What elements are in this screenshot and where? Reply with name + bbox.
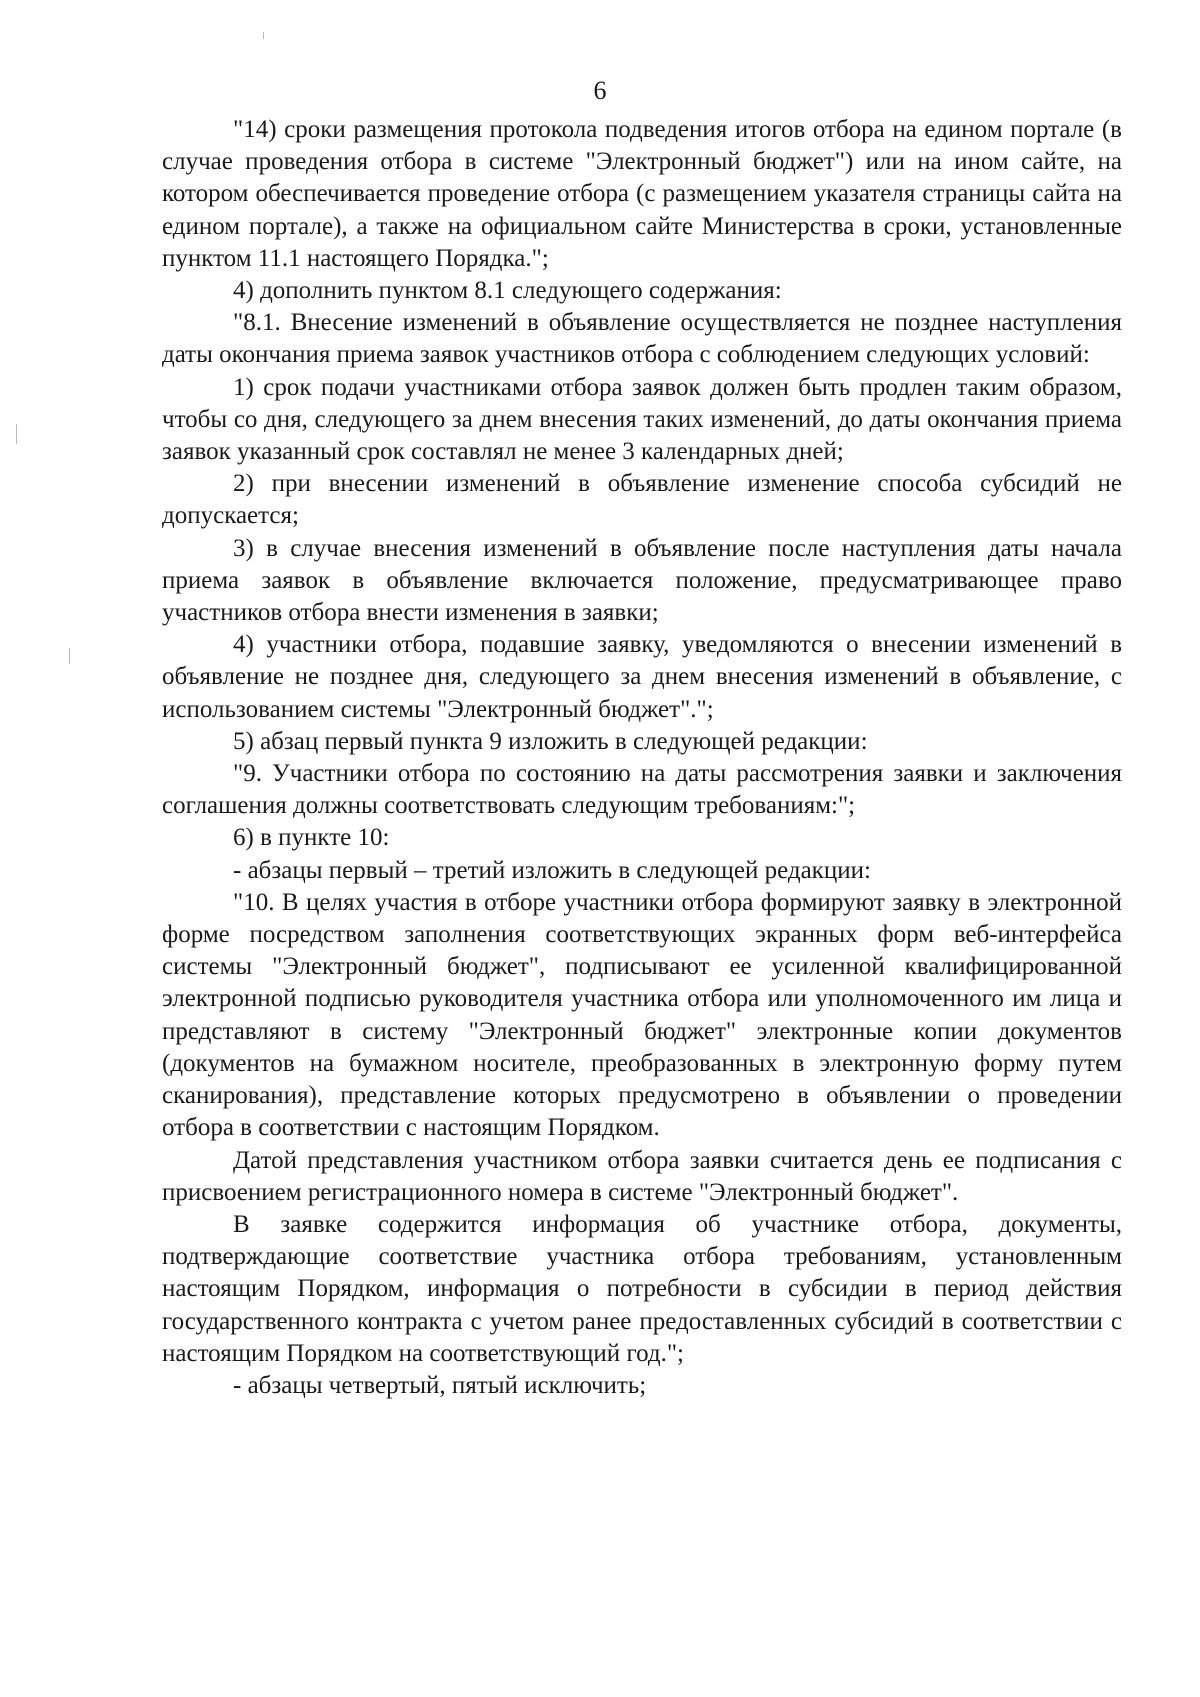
paragraph-clause-10: "10. В целях участия в отборе участники отбора формируют заявку в электронной форме посредством заполнения соответствующих экранных форм веб-интерфейса системы "Электронный бюджет", подписывают ее усиленной квалифицированной электронной подписью руководителя участника отбора или уполномоченного им лица и представляют в систему "Электронный бюджет" электронные копии документов (документов на бумажном носителе, преобразованных в электронную форму путем сканирования), представление которых предусмотрено в объявлении о проведении отбора в соответствии с настоящим Порядком. [162,888,1122,1142]
scan-mark-top [263,32,264,39]
paragraph-amendment-4: 4) дополнить пунктом 8.1 следующего содержания: [233,277,782,305]
paragraph-condition-4: 4) участники отбора, подавшие заявку, уведомляются о внесении изменений в объявление не позднее дня, следующего за днем внесения изменений в объявление, с использованием системы "Электронный бюджет"."; [162,631,1122,723]
paragraph-amendment-6: 6) в пункте 10: [233,824,390,852]
paragraph-submission-date: Датой представления участником отбора заявки считается день ее подписания с присвоением регистрационного номера в системе "Электронный бюджет". [162,1146,1122,1206]
document-body [162,114,1122,1402]
paragraph-clause-8-1: "8.1. Внесение изменений в объявление осуществляется не позднее наступления даты окончания приема заявок участников отбора с соблюдением следующих условий: [162,309,1122,369]
scan-mark-left-upper [16,424,17,444]
paragraph-condition-2: 2) при внесении изменений в объявление изменение способа субсидий не допускается; [162,470,1122,530]
page-number: 6 [593,76,607,105]
paragraph-clause-9: "9. Участники отбора по состоянию на даты рассмотрения заявки и заключения соглашения должны соответствовать следующим требованиям:"; [162,760,1122,820]
paragraph-amendment-5: 5) абзац первый пункта 9 изложить в следующей редакции: [233,727,868,755]
paragraph-application-contents: В заявке содержится информация об участнике отбора, документы, подтверждающие соответствие участника отбора требованиям, установленным настоящим Порядком, информация о потребности в субсидии в период действия государственного контракта с учетом ранее предоставленных субсидий в соответствии с настоящим Порядком на соответствующий год."; [162,1210,1122,1367]
paragraph-condition-1: 1) срок подачи участниками отбора заявок должен быть продлен таким образом, чтобы со дня, следующего за днем внесения таких изменений, до даты окончания приема заявок указанный срок составлял не менее 3 календарных дней; [162,373,1122,466]
paragraph-subitem-paragraphs-4-5: - абзацы четвертый, пятый исключить; [233,1371,647,1399]
paragraph-subitem-paragraphs-1-3: - абзацы первый – третий изложить в следующей редакции: [233,856,871,884]
paragraph-condition-3: 3) в случае внесения изменений в объявление после наступления даты начала приема заявок в объявление включается положение, предусматривающее право участников отбора внести изменения в заявки; [162,534,1122,627]
paragraph-item-14: "14) сроки размещения протокола подведения итогов отбора на едином портале (в случае проведения отбора в системе "Электронный бюджет") или на ином сайте, на котором обеспечивается проведение отбора (с размещением указателя страницы сайта на едином портале), а также на официальном сайте Министерства в сроки, установленные пунктом 11.1 настоящего Порядка."; [162,116,1122,272]
scan-mark-left-lower [69,648,70,664]
